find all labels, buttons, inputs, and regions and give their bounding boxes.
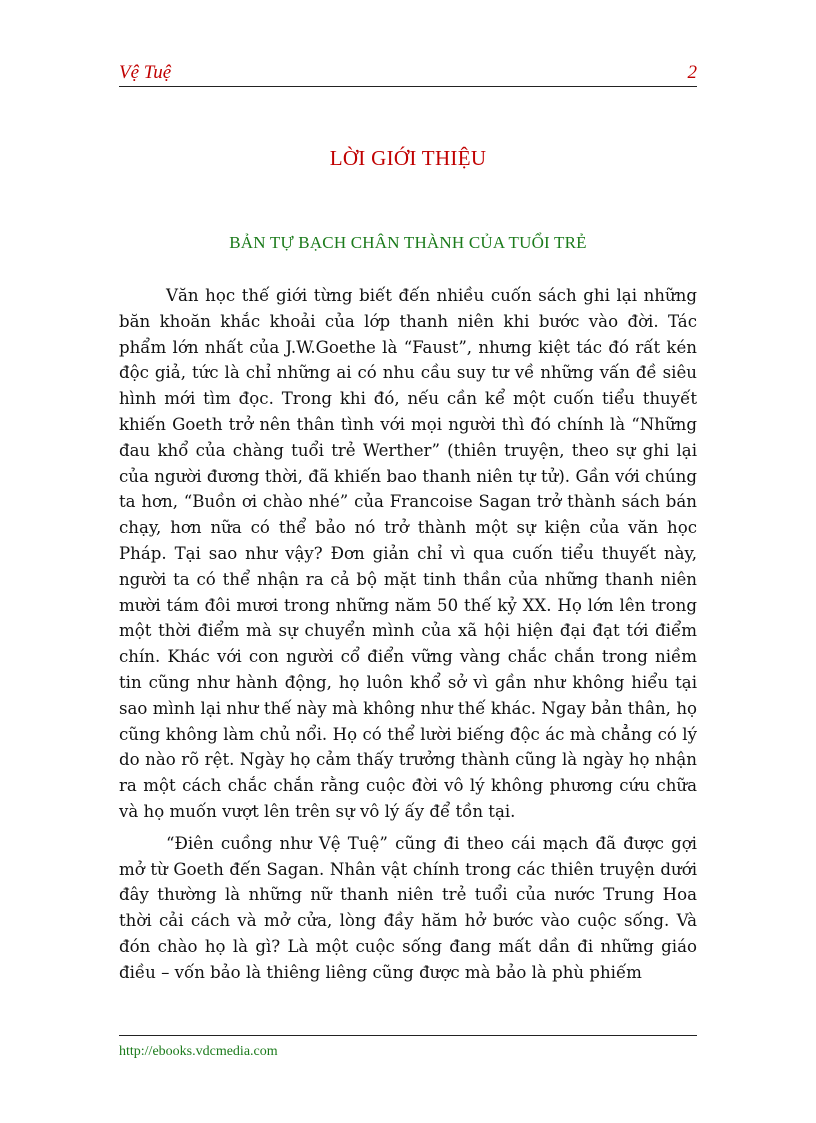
footer-divider (119, 1035, 697, 1036)
footer-url[interactable]: http://ebooks.vdcmedia.com (119, 1044, 278, 1059)
header-page-number: 2 (687, 62, 697, 83)
page-header (119, 62, 697, 87)
paragraph-1: Văn học thế giới từng biết đến nhiều cuốn sách ghi lại những băn khoăn khắc khoải của lớp thanh niên khi bước vào đời. Tác phẩm lớn nhất của J.W.Goethe là “Faust”, nhưng kiệt tác đó rất kén độc giả, tức là chỉ những ai có nhu cầu suy tư về những vấn đề siêu hình mới tìm đọc. Trong khi đó, nếu cần kể một cuốn tiểu thuyết khiến Goeth trở nên thân tình với mọi người thì đó chính là “Những đau khổ của chàng tuổi trẻ Werther” (thiên truyện, theo sự ghi lại của người đương thời, đã khiến bao thanh niên tự tử). Gần với chúng ta hơn, “Buồn ơi chào nhé” của Francoise Sagan trở thành sách bán chạy, hơn nữa có thể bảo nó trở thành một sự kiện của văn học Pháp. Tại sao như vậy? Đơn giản chỉ vì qua cuốn tiểu thuyết này, người ta có thể nhận ra cả bộ mặt tinh thần của những thanh niên mười tám đôi mươi trong những năm 50 thế kỷ XX. Họ lớn lên trong một thời điểm mà sự chuyển mình của xã hội hiện đại đạt tới điểm chín. Khác với con người cổ điển vững vàng chắc chắn trong niềm tin cũng như hành động, họ luôn khổ sở vì gần như không hiểu tại sao mình lại như thế này mà không như thế khác. Ngay bản thân, họ cũng không làm chủ nổi. Họ có thể lười biếng độc ác mà chẳng có lý do nào rõ rệt. Ngày họ cảm thấy trưởng thành cũng là ngày họ nhận ra một cách chắc chắn rằng cuộc đời vô lý không phương cứu chữa và họ muốn vượt lên trên sự vô lý ấy để tồn tại. (119, 286, 697, 821)
section-subtitle: BẢN TỰ BẠCH CHÂN THÀNH CỦA TUỔI TRẺ (229, 233, 587, 252)
header-author: Vệ Tuệ (119, 62, 172, 83)
page-title: LỜI GIỚI THIỆU (329, 146, 487, 170)
body-text (119, 283, 697, 992)
paragraph-2: “Điên cuồng như Vệ Tuệ” cũng đi theo cái mạch đã được gợi mở từ Goeth đến Sagan. Nhân vật chính trong các thiên truyện dưới đây thường là những nữ thanh niên trẻ tuổi của nước Trung Hoa thời cải cách và mở cửa, lòng đầy hăm hở bước vào cuộc sống. Và đón chào họ là gì? Là một cuộc sống đang mất dần đi những giáo điều – vốn bảo là thiêng liêng cũng được mà bảo là phù phiếm (119, 833, 697, 982)
